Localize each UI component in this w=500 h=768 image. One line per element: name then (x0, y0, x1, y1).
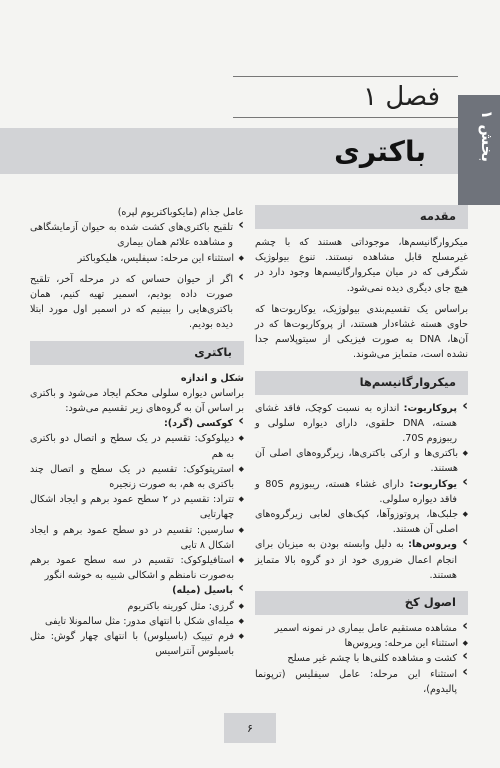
term-label: ویروس‌ها: (408, 539, 457, 551)
list-item: › یوکاریوت: دارای غشاء هسته، ریبوزوم 80S و فاقد دیواره سلولی. (255, 477, 468, 507)
list-item: › مشاهده مستقیم عامل بیماری در نمونه اسمیر (255, 621, 468, 636)
subheading: شکل و اندازه (180, 372, 244, 384)
chapter-banner (0, 128, 458, 174)
paragraph: براساس دیواره سلولی محکم ایجاد می‌شود و باکتری بر اساس آن به گروه‌های زیر تقسیم می‌شود: (30, 387, 244, 415)
term-label: پروکاریوت: (403, 402, 457, 414)
list-item: ◆ استافیلوکوک: تقسیم در سه سطح عمود برهم به‌صورت نامنظم و اشکالی شبیه به خوشه انگور (30, 553, 244, 583)
section-heading-bacteria: باکتری (30, 341, 244, 365)
list-item: ◆ جلبک‌ها، پروتوزوآها، کپک‌های لعابی زیرگروه‌های اصلی آن هستند. (255, 507, 468, 537)
section-heading-koch: اصول کخ (255, 591, 468, 615)
list-item: › اگر از حیوان حساس که در مرحله آخر، تلقیح صورت داده بودیم، اسمیر تهیه کنیم، همان باکتری‌هایی را ببینیم که در اسمیر اول مورد ابتلا دیده بودیم. (30, 272, 244, 333)
list-item: › کوکسی (گرد): (30, 416, 244, 431)
list-item: › ویروس‌ها: به دلیل وابسته بودن به میزبان برای انجام اعمال ضروری خود از دو گروه بالا متمایز هستند. (255, 537, 468, 583)
paragraph: عامل جذام (مایکوباکتریوم لپره) (117, 207, 244, 218)
list-item: ◆ استرپتوکوک: تقسیم در یک سطح و اتصال چند باکتری به هم، به صورت زنجیره (30, 462, 244, 492)
section-label: بخش ۱ (478, 110, 496, 163)
left-column (30, 205, 244, 659)
list-item: › تلقیح باکتری‌های کشت شده به حیوان آزمایشگاهی و مشاهده علائم همان بیماری (30, 220, 244, 250)
paragraph: میکروارگانیسم‌ها، موجوداتی هستند که با چشم غیرمسلح قابل مشاهده نیستند. تنوع بیولوژیک شگرفی که در میان میکروارگانیسم‌ها وجود دارد در هیچ جای دیگری دیده نمی‌شود. (255, 237, 468, 294)
term-label: یوکاریوت: (409, 478, 457, 490)
list-item: ◆ تتراد: تقسیم در ۲ سطح عمود برهم و ایجاد اشکال چهارتایی (30, 492, 244, 522)
list-item: ◆ گرزی: مثل کورینه باکتریوم (30, 599, 244, 614)
section-heading-microorganisms: میکروارگانیسم‌ها (255, 371, 468, 395)
right-column (255, 205, 468, 697)
list-item: ◆ سارسین: تقسیم در دو سطح عمود برهم و ایجاد اشکال ۸ تایی (30, 523, 244, 553)
paragraph: براساس یک تقسیم‌بندی بیولوژیک، یوکاریوت‌ها که حاوی هسته غشاءدار هستند، از پروکاریوت‌ها که در آن‌ها، DNA به صورت فیزیکی از سیتوپلاسم جدا نشده است، متمایز می‌شوند. (255, 303, 468, 361)
list-item: › باسیل (میله) (30, 583, 244, 598)
list-item: › پروکاریوت: اندازه به نسبت کوچک، فاقد غشای هسته، DNA حلقوی، دارای دیواره سلولی و ریبوزوم 70S. (255, 401, 468, 447)
page-number: ۶ (224, 713, 276, 743)
list-item: ◆ استثناء این مرحله: ویروس‌ها (255, 636, 468, 651)
chapter-title: فصل ۱ (363, 82, 440, 112)
list-item: ◆ دیپلوکوک: تقسیم در یک سطح و اتصال دو باکتری به هم (30, 431, 244, 461)
banner-title: باکتری (334, 134, 426, 168)
section-heading-intro: مقدمه (255, 205, 468, 229)
list-item: ◆ استثناء این مرحله: سیفلیس، هلیکوباکتر (30, 251, 244, 266)
list-item: › استثناء این مرحله: عامل سیفلیس (ترپونما پالیدوم)، (255, 667, 468, 697)
list-item: ◆ میله‌ای شکل با انتهای مدور: مثل سالمونلا تایفی (30, 614, 244, 629)
list-item: ◆ باکتری‌ها و ارکی باکتری‌ها، زیرگروه‌های اصلی آن هستند. (255, 446, 468, 476)
list-item: ◆ فرم تیپیک (باسیلوس) با انتهای چهار گوش: مثل باسیلوس آنتراسیس (30, 629, 244, 659)
chapter-header (233, 76, 458, 118)
list-item: › کشت و مشاهده کلنی‌ها با چشم غیر مسلح (255, 651, 468, 666)
